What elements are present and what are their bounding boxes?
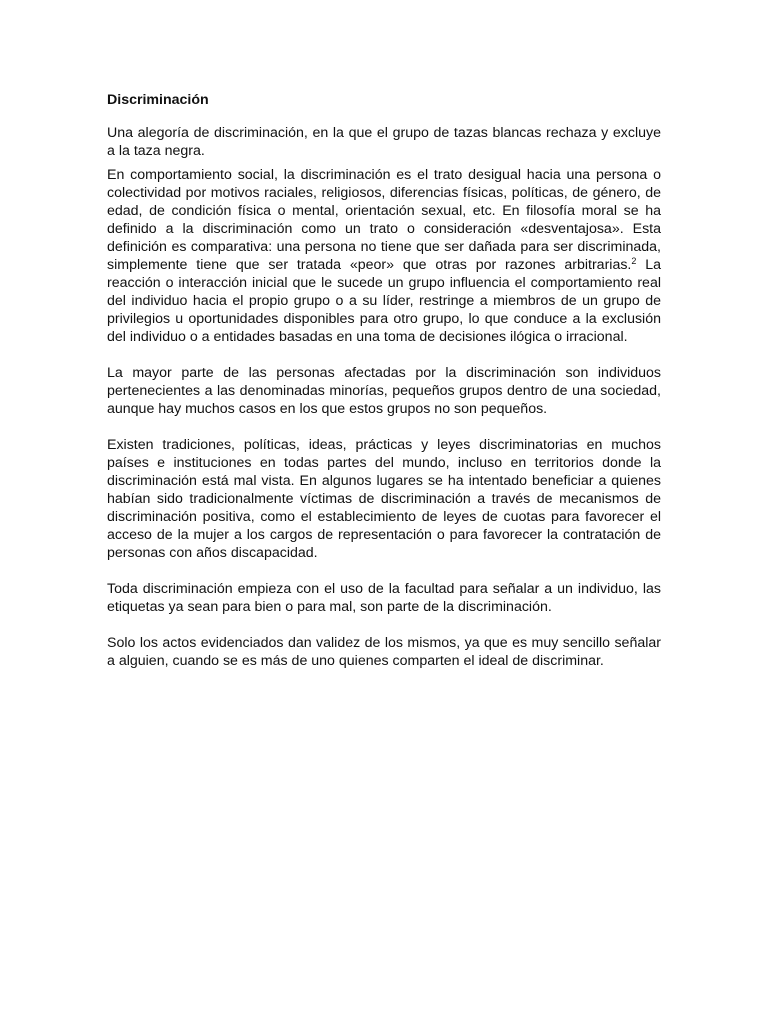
footnote-reference: 2	[631, 256, 637, 266]
paragraph-traditions: Existen tradiciones, políticas, ideas, prácticas y leyes discriminatorias en muchos países e instituciones en todas partes del mundo, incluso en territorios donde la discriminación está mal vista. En algunos lugares se ha intentado beneficiar a quienes habían sido tradicionalmente víctimas de discriminación a través de mecanismos de discriminación positiva, como el establecimiento de leyes de cuotas para favorecer el acceso de la mujer a los cargos de representación o para favorecer la contratación de personas con años discapacidad.	[107, 437, 661, 561]
paragraph-labels: Toda discriminación empieza con el uso de la facultad para señalar a un individuo, las etiquetas ya sean para bien o para mal, son parte de la discriminación.	[107, 581, 661, 615]
paragraph-definition-text-after: La reacción o interacción inicial que le sucede un grupo influencia el comportamiento real del individuo hacia el propio grupo o a su líder, restringe a miembros de un grupo de privilegios u oportunidades disponibles para otro grupo, lo que conduce a la exclusión del individuo o a entidades basadas en una toma de decisiones ilógica o irracional.	[107, 257, 661, 345]
paragraph-definition-text-before: En comportamiento social, la discriminación es el trato desigual hacia una persona o colectividad por motivos raciales, religiosos, diferencias físicas, políticas, de género, de edad, de condición física o mental, orientación sexual, etc. En filosofía moral se ha definido a la discriminación como un trato o consideración «desventajosa». Esta definición es comparativa: una persona no tiene que ser dañada para ser discriminada, simplemente tiene que ser tratada «peor» que otras por razones arbitrarias.	[107, 167, 661, 273]
paragraph-evidence: Solo los actos evidenciados dan validez de los mismos, ya que es muy sencillo señalar a alguien, cuando se es más de uno quienes comparten el ideal de discriminar.	[107, 635, 661, 669]
paragraph-minorities: La mayor parte de las personas afectadas por la discriminación son individuos pertenecientes a las denominadas minorías, pequeños grupos dentro de una sociedad, aunque hay muchos casos en los que estos grupos no son pequeños.	[107, 365, 661, 417]
paragraph-allegory: Una alegoría de discriminación, en la que el grupo de tazas blancas rechaza y excluye a la taza negra.	[107, 125, 661, 159]
document-title: Discriminación	[107, 92, 209, 108]
paragraph-definition	[107, 166, 661, 346]
document-page	[107, 91, 661, 688]
